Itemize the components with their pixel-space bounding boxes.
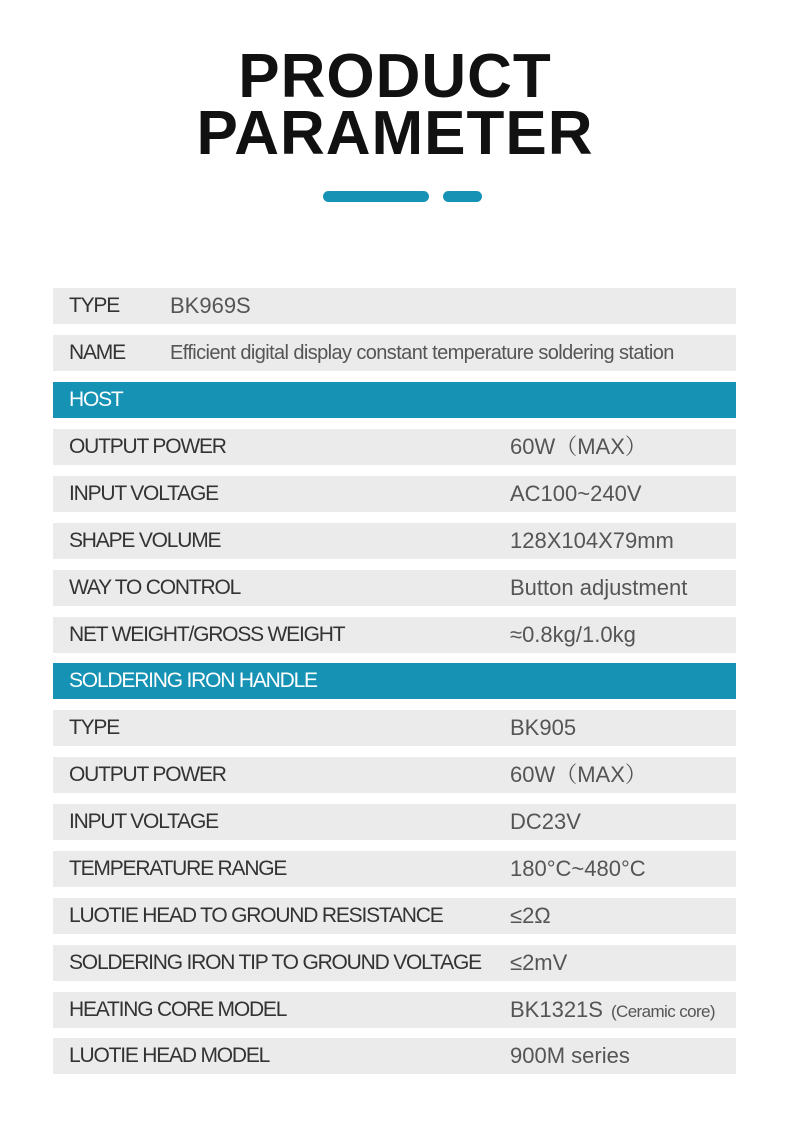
param-value: 900M series (510, 1043, 630, 1068)
page-title-line1: PRODUCT (238, 42, 552, 111)
section-header-soldering-iron-handle (53, 663, 736, 699)
param-value: 60W（MAX） (510, 434, 647, 459)
param-value: 60W（MAX） (510, 762, 647, 787)
param-value: Button adjustment (510, 575, 688, 600)
param-label: LUOTIE HEAD MODEL (69, 1044, 270, 1067)
param-label: TEMPERATURE RANGE (69, 857, 287, 880)
param-label: HEATING CORE MODEL (69, 998, 287, 1021)
param-value-main: BK1321S (510, 997, 603, 1022)
param-value: ≤2mV (510, 950, 568, 975)
param-row-handle-type (53, 710, 736, 746)
param-label: OUTPUT POWER (69, 435, 226, 458)
decorative-bar-short (443, 191, 482, 202)
param-row-ground-voltage (53, 945, 736, 981)
param-label: SHAPE VOLUME (69, 529, 221, 552)
param-label: OUTPUT POWER (69, 763, 226, 786)
param-value: DC23V (510, 809, 581, 834)
param-label: WAY TO CONTROL (69, 576, 241, 599)
param-row-name (53, 335, 736, 371)
param-row-output-power (53, 429, 736, 465)
decorative-bar-long (323, 191, 429, 202)
section-title: HOST (69, 388, 123, 411)
param-row-luotie-head-model (53, 1038, 736, 1074)
param-value: BK905 (510, 715, 577, 740)
param-value: AC100~240V (510, 481, 642, 506)
section-title: SOLDERING IRON HANDLE (69, 669, 317, 692)
param-row-ground-resistance (53, 898, 736, 934)
param-label: LUOTIE HEAD TO GROUND RESISTANCE (69, 904, 443, 927)
param-value (510, 992, 715, 1030)
param-label: NET WEIGHT/GROSS WEIGHT (69, 623, 345, 646)
param-label: TYPE (69, 294, 120, 317)
param-value: 180°C~480°C (510, 856, 646, 881)
param-value: ≈0.8kg/1.0kg (510, 622, 636, 647)
param-value-note: (Ceramic core) (610, 1002, 715, 1021)
param-label: TYPE (69, 716, 120, 739)
page-title-line2: PARAMETER (196, 99, 594, 168)
param-label: INPUT VOLTAGE (69, 810, 218, 833)
param-row-shape-volume (53, 523, 736, 559)
param-row-heating-core-model (53, 992, 736, 1028)
param-label: INPUT VOLTAGE (69, 482, 218, 505)
section-header-host (53, 382, 736, 418)
param-row-type (53, 288, 736, 324)
param-value: BK969S (170, 293, 251, 318)
param-value: Efficient digital display constant temperature soldering station (170, 342, 674, 364)
param-row-weight (53, 617, 736, 653)
param-row-input-voltage (53, 476, 736, 512)
param-value: ≤2Ω (510, 903, 551, 928)
param-row-handle-input-voltage (53, 804, 736, 840)
param-row-way-to-control (53, 570, 736, 606)
param-row-handle-output-power (53, 757, 736, 793)
param-value: 128X104X79mm (510, 528, 674, 553)
param-row-temperature-range (53, 851, 736, 887)
param-label: NAME (69, 341, 125, 364)
param-label: SOLDERING IRON TIP TO GROUND VOLTAGE (69, 951, 481, 974)
